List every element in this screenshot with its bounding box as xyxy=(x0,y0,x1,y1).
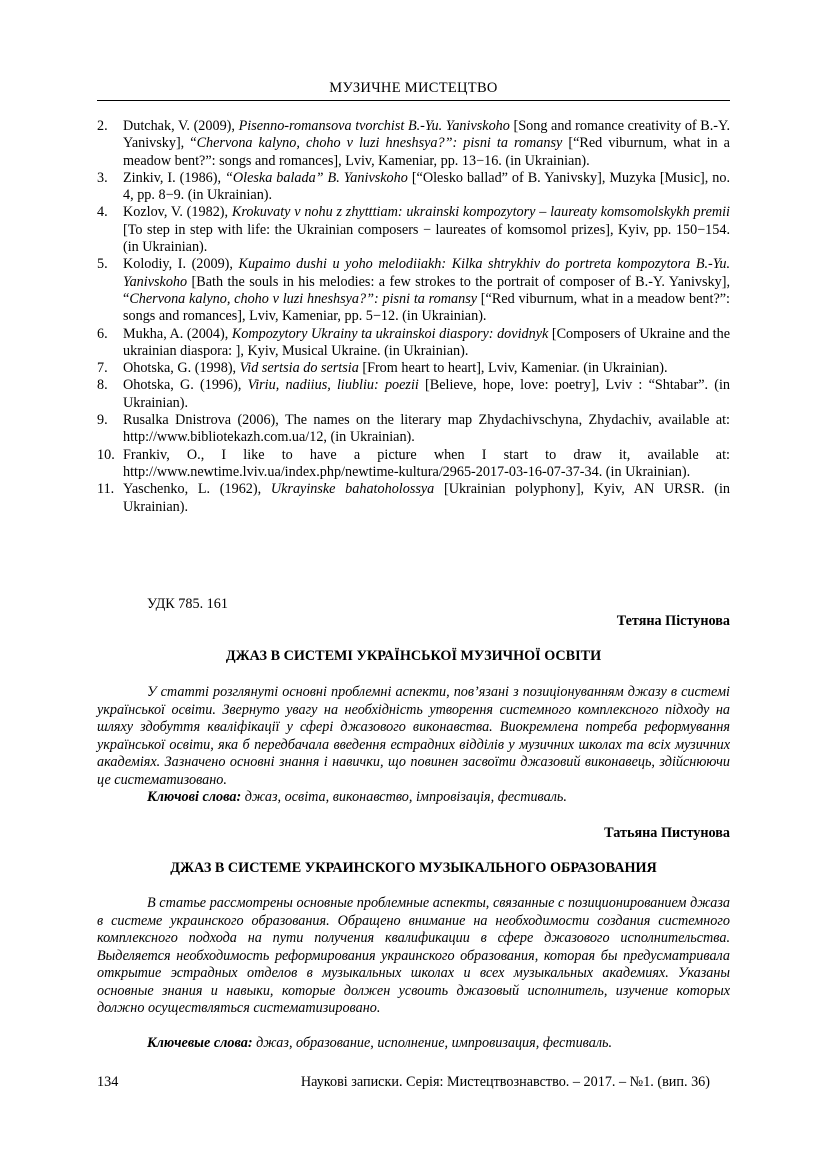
reference-text: Zinkiv, I. (1986), xyxy=(123,169,226,186)
reference-item xyxy=(97,256,730,325)
reference-number: 7. xyxy=(97,360,108,377)
reference-text: Frankiv, O., I like to have a picture when I start to draw it, available at: http://www.newtime.lviv.ua/index.php/newtime-kultura/2965-2017-03-16-07-37-34. (in Ukrainian). xyxy=(123,446,730,480)
header-rule xyxy=(97,100,730,101)
reference-item xyxy=(97,412,730,447)
author-russian: Татьяна Пистунова xyxy=(604,825,730,841)
reference-text: Dutchak, V. (2009), xyxy=(123,118,239,134)
reference-text: Rusalka Dnistrova (2006), The names on the literary map Zhydachivschyna, Zhydachiv, available at: http://www.bibliotekazh.com.ua/12, (in Ukrainian). xyxy=(123,412,730,446)
reference-text: [From heart to heart], Lviv, Kameniar. (in Ukrainian). xyxy=(358,360,668,377)
abstract-ukrainian: У статті розглянуті основні проблемні аспекти, пов’язані з позиціонуванням джазу в системі української освіти. Звернуто увагу на необхідність утворення системного комплексного підходу на шляху здобуття кваліфікації у сфері джазового виконавства. Виокремлена потреба реформування української освіти, яка б передбачала введення естрадних відділів у музичних школах та всіх музичних академіях. Зазначено основні знання і навички, що повинен засвоїти джазовий виконавець, здійснюючи це систематизовано. xyxy=(97,684,730,788)
reference-title: Chervona kalyno, choho v luzi hneshsya?”: pisni ta romansy xyxy=(196,135,563,152)
reference-text: [“Red viburnum, what in a meadow bent?”: songs and romances], Lviv, Kameniar, pp. 5−12. (in Ukrainian). xyxy=(123,290,730,325)
reference-number: 10. xyxy=(97,446,115,463)
keywords-label: Ключевые слова: xyxy=(147,1035,253,1051)
author-ukrainian: Тетяна Пістунова xyxy=(616,613,730,629)
reference-number: 11. xyxy=(97,481,115,498)
reference-text: Mukha, A. (2004), xyxy=(123,325,232,342)
abstract-russian: В статье рассмотрены основные проблемные аспекты, связанные с позиционированием джаза в системе украинского образования. Обращено внимание на необходимости создания системного комплексного подхода на пути получения квалификации в сфере джазового исполнительства. Выделяется необходимость реформирования украинского образования, которая бы предусматривала открытие эстрадных отделов в музыкальных школах и всех музыкальных академиях. Указаны основные знания и навыки, которые должен усвоить джазовый исполнитель, изучение которых должно осуществляться систематизировано. xyxy=(97,895,730,1016)
reference-item xyxy=(97,377,730,412)
reference-text: [Composers of Ukraine and the ukrainian diaspora: ], Kyiv, Musical Ukraine. (in Ukrainian). xyxy=(123,325,731,359)
reference-number: 8. xyxy=(97,377,108,394)
reference-title: Krokuvaty v nohu z zhytttiam: ukrainski kompozytory – laureaty komsomolskykh premii xyxy=(231,204,730,221)
keywords-text: джаз, освіта, виконавство, імпровізація, фестиваль. xyxy=(241,789,567,805)
reference-title: Kupaimo dushi u yoho melodiiakh: Kilka shtrykhiv do portreta kompozytora B.-Yu. Yanivskoho xyxy=(123,256,730,290)
article-title-russian: ДЖАЗ В СИСТЕМЕ УКРАИНСКОГО МУЗЫКАЛЬНОГО ОБРАЗОВАНИЯ xyxy=(170,860,657,876)
reference-item xyxy=(97,447,730,482)
page-number: 134 xyxy=(97,1074,119,1090)
reference-item xyxy=(97,326,730,361)
reference-item xyxy=(97,360,730,377)
reference-text: [To step in step with life: the Ukrainian composers − laureates of komsomol prizes], Kyiv, pp. 150−154. (in Ukrainian). xyxy=(123,221,730,256)
reference-text: [Ukrainian polyphony], Kyiv, AN URSR. (in Ukrainian). xyxy=(123,481,730,515)
reference-title: Viriu, nadiius, liubliu: poezii xyxy=(247,377,419,394)
reference-number: 3. xyxy=(97,169,108,186)
reference-text: [“Olesko ballad” of B. Yanivsky], Muzyka [Music], no. 4, pp. 8−9. (in Ukrainian). xyxy=(123,169,730,204)
reference-text: Kozlov, V. (1982), xyxy=(123,204,232,221)
journal-citation: Наукові записки. Серія: Мистецтвознавство. – 2017. – №1. (вип. 36) xyxy=(300,1074,710,1090)
reference-title: “Oleska balada” B. Yanivskoho xyxy=(225,169,408,186)
reference-text: Ohotska, G. (1998), xyxy=(123,360,240,377)
article-title-ukrainian: ДЖАЗ В СИСТЕМІ УКРАЇНСЬКОЇ МУЗИЧНОЇ ОСВІТИ xyxy=(225,648,602,664)
keywords-label: Ключові слова: xyxy=(147,789,242,805)
reference-number: 2. xyxy=(97,118,108,134)
reference-list xyxy=(97,118,730,516)
keywords-text: джаз, образование, исполнение, импровизация, фестиваль. xyxy=(252,1035,613,1051)
keywords-ukrainian xyxy=(147,789,567,806)
reference-number: 4. xyxy=(97,204,108,221)
reference-text: Ohotska, G. (1996), xyxy=(123,377,248,394)
reference-number: 9. xyxy=(97,412,108,429)
reference-title: Pisenno-romansova tvorchist B.-Yu. Yanivskoho xyxy=(238,118,510,134)
reference-item xyxy=(97,204,730,256)
reference-title: Vid sertsia do sertsia xyxy=(239,360,359,377)
reference-number: 5. xyxy=(97,256,108,273)
reference-text: [Song and romance creativity of B.-Y. Yanivsky], “ xyxy=(123,118,730,152)
reference-text: [“Red viburnum, what in a meadow bent?”: songs and romances], Lviv, Kameniar, pp. 13−16. (in Ukrainian). xyxy=(123,135,730,169)
reference-text: Kolodiy, I. (2009), xyxy=(123,256,239,273)
reference-text: [Believe, hope, love: poetry], Lviv : “Shtabar”. (in Ukrainian). xyxy=(123,377,731,411)
reference-text: Yaschenko, L. (1962), xyxy=(123,481,271,498)
keywords-russian xyxy=(147,1035,612,1052)
reference-text: [Bath the souls in his melodies: a few strokes to the portrait of composer of B.-Y. Yanivsky], “ xyxy=(123,273,730,307)
running-header: МУЗИЧНЕ МИСТЕЦТВО xyxy=(329,80,498,96)
reference-item xyxy=(97,170,730,205)
reference-item xyxy=(97,481,730,516)
reference-item xyxy=(97,118,730,170)
reference-title: Ukrayinske bahatoholossya xyxy=(270,481,435,498)
reference-title: Kompozytory Ukrainy ta ukrainskoi diaspory: dovidnyk xyxy=(231,325,549,342)
reference-title: Chervona kalyno, choho v luzi hneshsya?”: pisni ta romansy xyxy=(129,290,478,307)
udc-code: УДК 785. 161 xyxy=(147,596,228,612)
reference-number: 6. xyxy=(97,325,108,342)
